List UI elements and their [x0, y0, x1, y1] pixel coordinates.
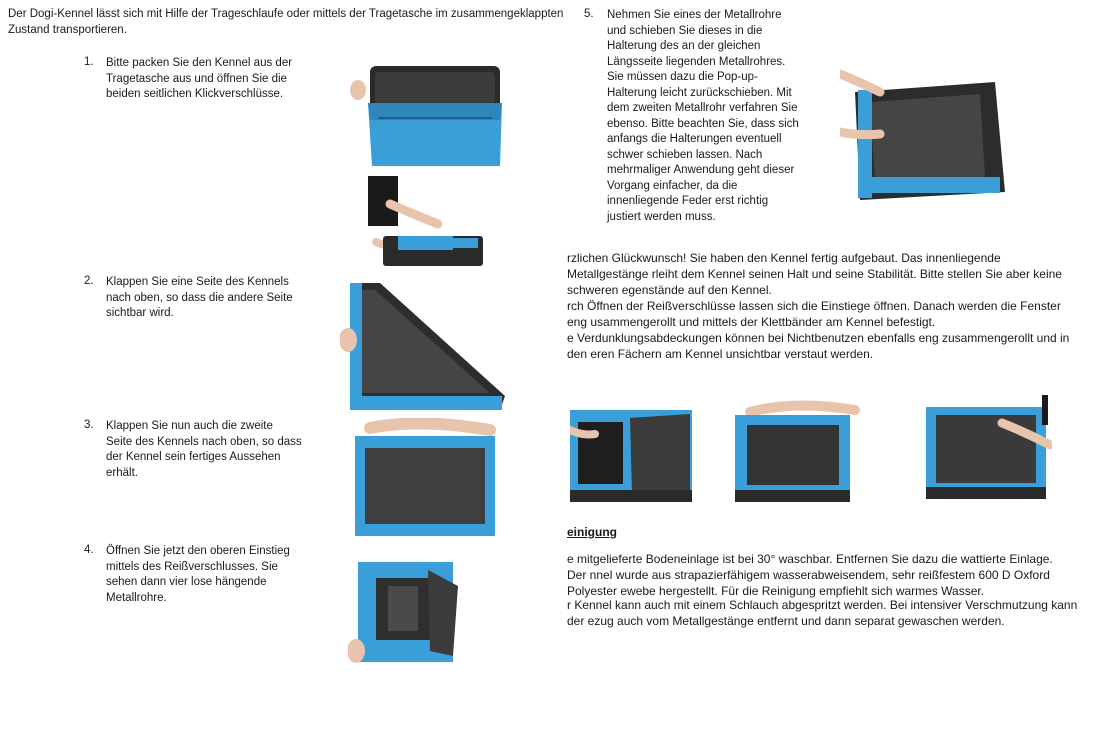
kennel-bag-photo: [350, 58, 510, 173]
step-1-number: 1.: [84, 56, 94, 68]
cleaning-paragraph-2: r Kennel kann auch mit einem Schlauch abgespritzt werden. Bei intensiver Verschmutzung kann der ezug auch vom Metallgestänge entfernt und dann separat gewaschen werden.: [567, 598, 1078, 628]
kennel-roll-photo: [922, 395, 1052, 503]
opening-clips-photo: [368, 176, 488, 268]
cleaning-heading: einigung: [567, 525, 617, 539]
step-1-text: Bitte packen Sie den Kennel aus der Tragetasche aus und öffnen Sie die beiden seitlichen Klickverschlüsse.: [106, 57, 293, 100]
step-5-text: Nehmen Sie eines der Metallrohre und schieben Sie dieses in die Halterung des an der gleichen Längsseite liegenden Metallrohres. Sie müssen dazu die Pop-up-Halterung leicht zurückschieben. Mit dem zweiten Metallrohr verfahren Sie ebenso. Bitte beachten Sie, dass sich anfangs die Halterungen eventuell schwer schieben lassen. Nach mehrmaliger Anwendung geht dieser Vorgang einfacher, da die innenliegende Feder erst richtig justiert werden muss.: [607, 9, 799, 223]
cover-paragraph: e Verdunklungsabdeckungen können bei Nichtbenutzen ebenfalls eng zusammengerollt und in den eren Fächern am Kennel unsichtbar verstaut werden.: [567, 331, 1070, 361]
step-2-text: Klappen Sie eine Seite des Kennels nach oben, so dass die andere Seite sichtbar wird.: [106, 276, 293, 319]
top-entry-open-photo: [348, 556, 463, 671]
step-2-number: 2.: [84, 275, 94, 287]
zipper-paragraph: rch Öffnen der Reißverschlüsse lassen sich die Einstiege öffnen. Danach werden die Fenster eng usammengerollt und mittels der Klettbänder am Kennel befestigt.: [567, 299, 1061, 329]
kennel-window-photo: [735, 400, 860, 505]
cleaning-paragraph-1: e mitgelieferte Bodeneinlage ist bei 30° waschbar. Entfernen Sie dazu die wattierte Einlage. Der nnel wurde aus strapazierfähigem wasserabweisendem, sehr reißfestem 600 D Oxford Polyester ewebe hergestellt. Für die Reinigung empfiehlt sich warmes Wasser.: [567, 552, 1053, 598]
one-side-up-photo: [340, 278, 510, 413]
both-sides-up-photo: [350, 418, 500, 540]
step-3-text: Klappen Sie nun auch die zweite Seite des Kennels nach oben, so dass der Kennel sein fertiges Aussehen erhält.: [106, 420, 302, 479]
congrats-paragraph: rzlichen Glückwunsch! Sie haben den Kennel fertig aufgebaut. Das innenliegende Metallgestänge rleiht dem Kennel seinen Halt und seine Stabilität. Bitte stellen Sie aber keine schweren egenstände auf den Kennel.: [567, 251, 1062, 297]
intro-text: Der Dogi-Kennel lässt sich mit Hilfe der Trageschlaufe oder mittels der Tragetasche im zusammengeklappten Zustand transportieren.: [8, 8, 564, 36]
step-4-text: Öffnen Sie jetzt den oberen Einstieg mittels des Reißverschlusses. Sie sehen dann vier lose hängende Metallrohre.: [106, 545, 290, 604]
step-3-number: 3.: [84, 419, 94, 431]
inserting-rods-photo: [840, 62, 1010, 210]
step-5-number: 5.: [584, 8, 594, 20]
step-4-number: 4.: [84, 544, 94, 556]
kennel-door-open-photo: [570, 400, 695, 508]
